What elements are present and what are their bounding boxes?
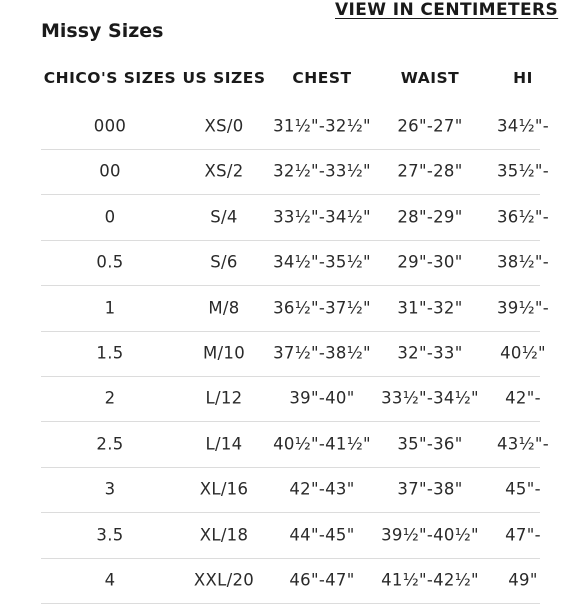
- table-cell: 1: [104, 298, 116, 318]
- table-cell: 38½"-: [496, 252, 550, 272]
- table-cell: 31½"-32½": [273, 116, 371, 136]
- table-cell: 29"-30": [397, 252, 463, 272]
- table-cell: S/4: [210, 207, 238, 227]
- table-cell: 28"-29": [397, 207, 463, 227]
- row-divider: [41, 376, 540, 377]
- table-cell: 1.5: [96, 343, 124, 363]
- table-cell: 49": [508, 570, 538, 590]
- table-cell: 44"-45": [289, 525, 355, 545]
- table-cell: XL/18: [199, 525, 249, 545]
- table-cell: 000: [93, 116, 127, 136]
- table-cell: 0: [104, 207, 116, 227]
- row-divider: [41, 240, 540, 241]
- table-cell: 39½"-: [496, 298, 550, 318]
- table-cell: 47"-: [505, 525, 541, 545]
- table-cell: L/14: [205, 434, 243, 454]
- table-cell: 0.5: [96, 252, 124, 272]
- table-cell: 46"-47": [289, 570, 355, 590]
- column-header: US SIZES: [182, 69, 266, 87]
- row-divider: [41, 512, 540, 513]
- table-cell: 34½"-35½": [273, 252, 371, 272]
- table-cell: XXL/20: [193, 570, 255, 590]
- row-divider: [41, 331, 540, 332]
- table-cell: 34½"-: [496, 116, 550, 136]
- table-cell: 39"-40": [289, 388, 355, 408]
- table-cell: XL/16: [199, 479, 249, 499]
- table-cell: 33½"-34½": [381, 388, 479, 408]
- table-cell: XS/0: [204, 116, 244, 136]
- column-header: HI: [513, 69, 533, 87]
- table-cell: 3: [104, 479, 116, 499]
- row-divider: [41, 194, 540, 195]
- table-cell: 33½"-34½": [273, 207, 371, 227]
- table-cell: 4: [104, 570, 116, 590]
- table-cell: L/12: [205, 388, 243, 408]
- table-cell: 41½"-42½": [381, 570, 479, 590]
- table-cell: 39½"-40½": [381, 525, 479, 545]
- page-title: Missy Sizes: [41, 20, 164, 42]
- table-cell: 00: [99, 161, 121, 181]
- table-cell: 32"-33": [397, 343, 463, 363]
- table-cell: 42"-: [505, 388, 541, 408]
- table-cell: M/10: [203, 343, 245, 363]
- table-cell: 37½"-38½": [273, 343, 371, 363]
- table-cell: 42"-43": [289, 479, 355, 499]
- table-cell: 43½"-: [496, 434, 550, 454]
- table-cell: 36½"-: [496, 207, 550, 227]
- row-divider: [41, 558, 540, 559]
- table-cell: S/6: [210, 252, 238, 272]
- table-cell: M/8: [208, 298, 240, 318]
- column-header: CHEST: [292, 69, 352, 87]
- table-cell: 40½"-41½": [273, 434, 371, 454]
- view-in-centimeters-link[interactable]: VIEW IN CENTIMETERS: [335, 0, 559, 20]
- table-cell: 3.5: [96, 525, 124, 545]
- row-divider: [41, 467, 540, 468]
- table-cell: 27"-28": [397, 161, 463, 181]
- column-header: CHICO'S SIZES: [43, 69, 177, 87]
- table-cell: XS/2: [204, 161, 244, 181]
- row-divider: [41, 285, 540, 286]
- table-cell: 35½"-: [496, 161, 550, 181]
- table-cell: 36½"-37½": [273, 298, 371, 318]
- table-cell: 45"-: [505, 479, 541, 499]
- table-cell: 26"-27": [397, 116, 463, 136]
- row-divider: [41, 149, 540, 150]
- row-divider: [41, 421, 540, 422]
- table-cell: 40½": [500, 343, 546, 363]
- column-header: WAIST: [400, 69, 460, 87]
- table-cell: 2.5: [96, 434, 124, 454]
- table-cell: 35"-36": [397, 434, 463, 454]
- table-cell: 37"-38": [397, 479, 463, 499]
- table-cell: 31"-32": [397, 298, 463, 318]
- table-cell: 32½"-33½": [273, 161, 371, 181]
- table-cell: 2: [104, 388, 116, 408]
